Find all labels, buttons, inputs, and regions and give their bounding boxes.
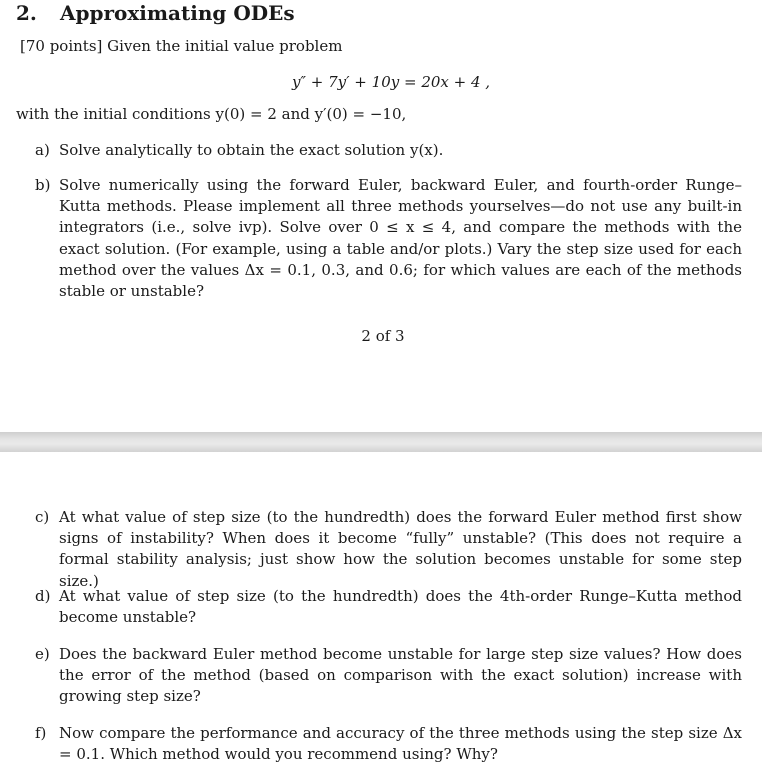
item-e-label: e) xyxy=(35,645,50,663)
page-separator xyxy=(0,432,762,452)
item-b-text: Solve numerically using the forward Euler, backward Euler, and fourth-order Runge–Kutta methods. Please implement all three methods yourselves—do not use any built-in integrators (i.e., solve ivp). Solve over 0 ≤ x ≤ 4, and compare the methods with the exact solution. (For example, using a table and/or plots.) Vary the step size used for each method over the values Δx = 0.1, 0.3, and 0.6; for which values are each of the methods stable or unstable? xyxy=(59,176,742,301)
item-e-text: Does the backward Euler method become unstable for large step size values? How does the error of the method (based on comparison with the exact solution) increase with growing step size? xyxy=(59,645,742,706)
item-d-label: d) xyxy=(35,587,51,605)
section-number: 2. xyxy=(16,1,37,25)
page-number: 2 of 3 xyxy=(361,327,405,345)
section-title: Approximating ODEs xyxy=(60,1,295,25)
page-bottom xyxy=(0,452,762,766)
ode-equation: y″ + 7y′ + 10y = 20x + 4 , xyxy=(291,73,491,91)
section-heading xyxy=(16,0,295,26)
item-a-text: Solve analytically to obtain the exact solution y(x). xyxy=(59,141,444,159)
item-b-label: b) xyxy=(35,176,51,194)
item-d-text: At what value of step size (to the hundredth) does the 4th-order Runge–Kutta method become unstable? xyxy=(59,587,742,627)
item-f-label: f) xyxy=(35,724,47,742)
item-c-label: c) xyxy=(35,508,50,526)
item-a-label: a) xyxy=(35,141,50,159)
item-f-text: Now compare the performance and accuracy of the three methods using the step size Δx = 0.1. Which method would you recommend using? Why? xyxy=(59,724,742,764)
item-c-text: At what value of step size (to the hundredth) does the forward Euler method first show signs of instability? When does it become “fully” unstable? (This does not require a formal stability analysis; just show how the solution becomes unstable for some step size.) xyxy=(59,508,742,590)
initial-conditions: with the initial conditions y(0) = 2 and y′(0) = −10, xyxy=(16,105,407,123)
intro-text: [70 points] Given the initial value problem xyxy=(20,37,343,55)
